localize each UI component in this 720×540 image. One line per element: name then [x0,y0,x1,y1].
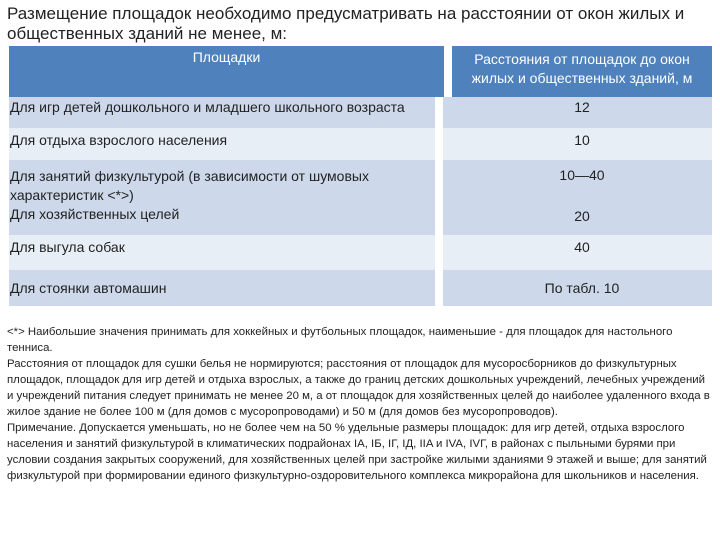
row-name: Для стоянки автомашин [10,280,167,296]
column-divider [435,97,443,306]
row-value: 12 [574,99,590,115]
header-distances: Расстояния от площадок до окон жилых и общественных зданий, м [452,46,712,97]
table-row [9,128,712,160]
table-row [9,160,712,235]
row-name: Для хозяйственных целей [10,206,180,222]
table-row [9,97,712,128]
header-playgrounds: Площадки [9,46,444,97]
row-value: По табл. 10 [544,280,620,296]
footnote-distances: Расстояния от площадок для сушки белья не нормируются; расстояния от площадок для мусоросборников до физкультурных площадок, площадок для игр детей и отдыха взрослых, а также до границ детских дошкольных учреждений, лечебных учреждений и учреждений питания следует принимать не менее 20 м, а от площадок для хозяйственных целей до наиболее удаленного входа в жилое здание не более 100 м (для домов с мусоропроводами) и 50 м (для домов без мусоропроводов). [7,358,710,418]
table-row [9,270,712,306]
footnotes [7,324,713,484]
row-name: Для выгула собак [10,239,125,255]
row-name: Для занятий физкультурой (в зависимости от шумовых характеристик <*>) [10,168,369,203]
row-name: Для игр детей дошкольного и младшего школьного возраста [10,99,405,115]
footnote-remark: Примечание. Допускается уменьшать, но не более чем на 50 % удельные размеры площадок: для игр детей, отдыха взрослого населения и занятий физкультурой в климатических подрайонах IA, IБ, IГ, IД, IIA и IVA, IVГ, в районах с пыльными бурями при условии создания закрытых сооружений, для хозяйственных целей при застройке жилыми зданиями 9 этажей и выше; для занятий физкультурой при формировании единого физкультурно-оздоровительного комплекса микрорайона для школьников и населения. [7,422,707,482]
table-header [9,46,712,97]
row-value: 20 [574,208,590,224]
row-name: Для отдыха взрослого населения [10,132,228,148]
page-title: Размещение площадок необходимо предусматривать на расстоянии от окон жилых и общественных зданий не менее, м: [7,4,685,43]
row-value: 40 [574,239,590,255]
row-value: 10—40 [559,167,605,183]
table-row [9,235,712,270]
row-value: 10 [574,132,590,148]
footnote-asterisk: <*> Наибольшие значения принимать для хоккейных и футбольных площадок, наименьшие - для площадок для настольного тенниса. [7,326,673,354]
